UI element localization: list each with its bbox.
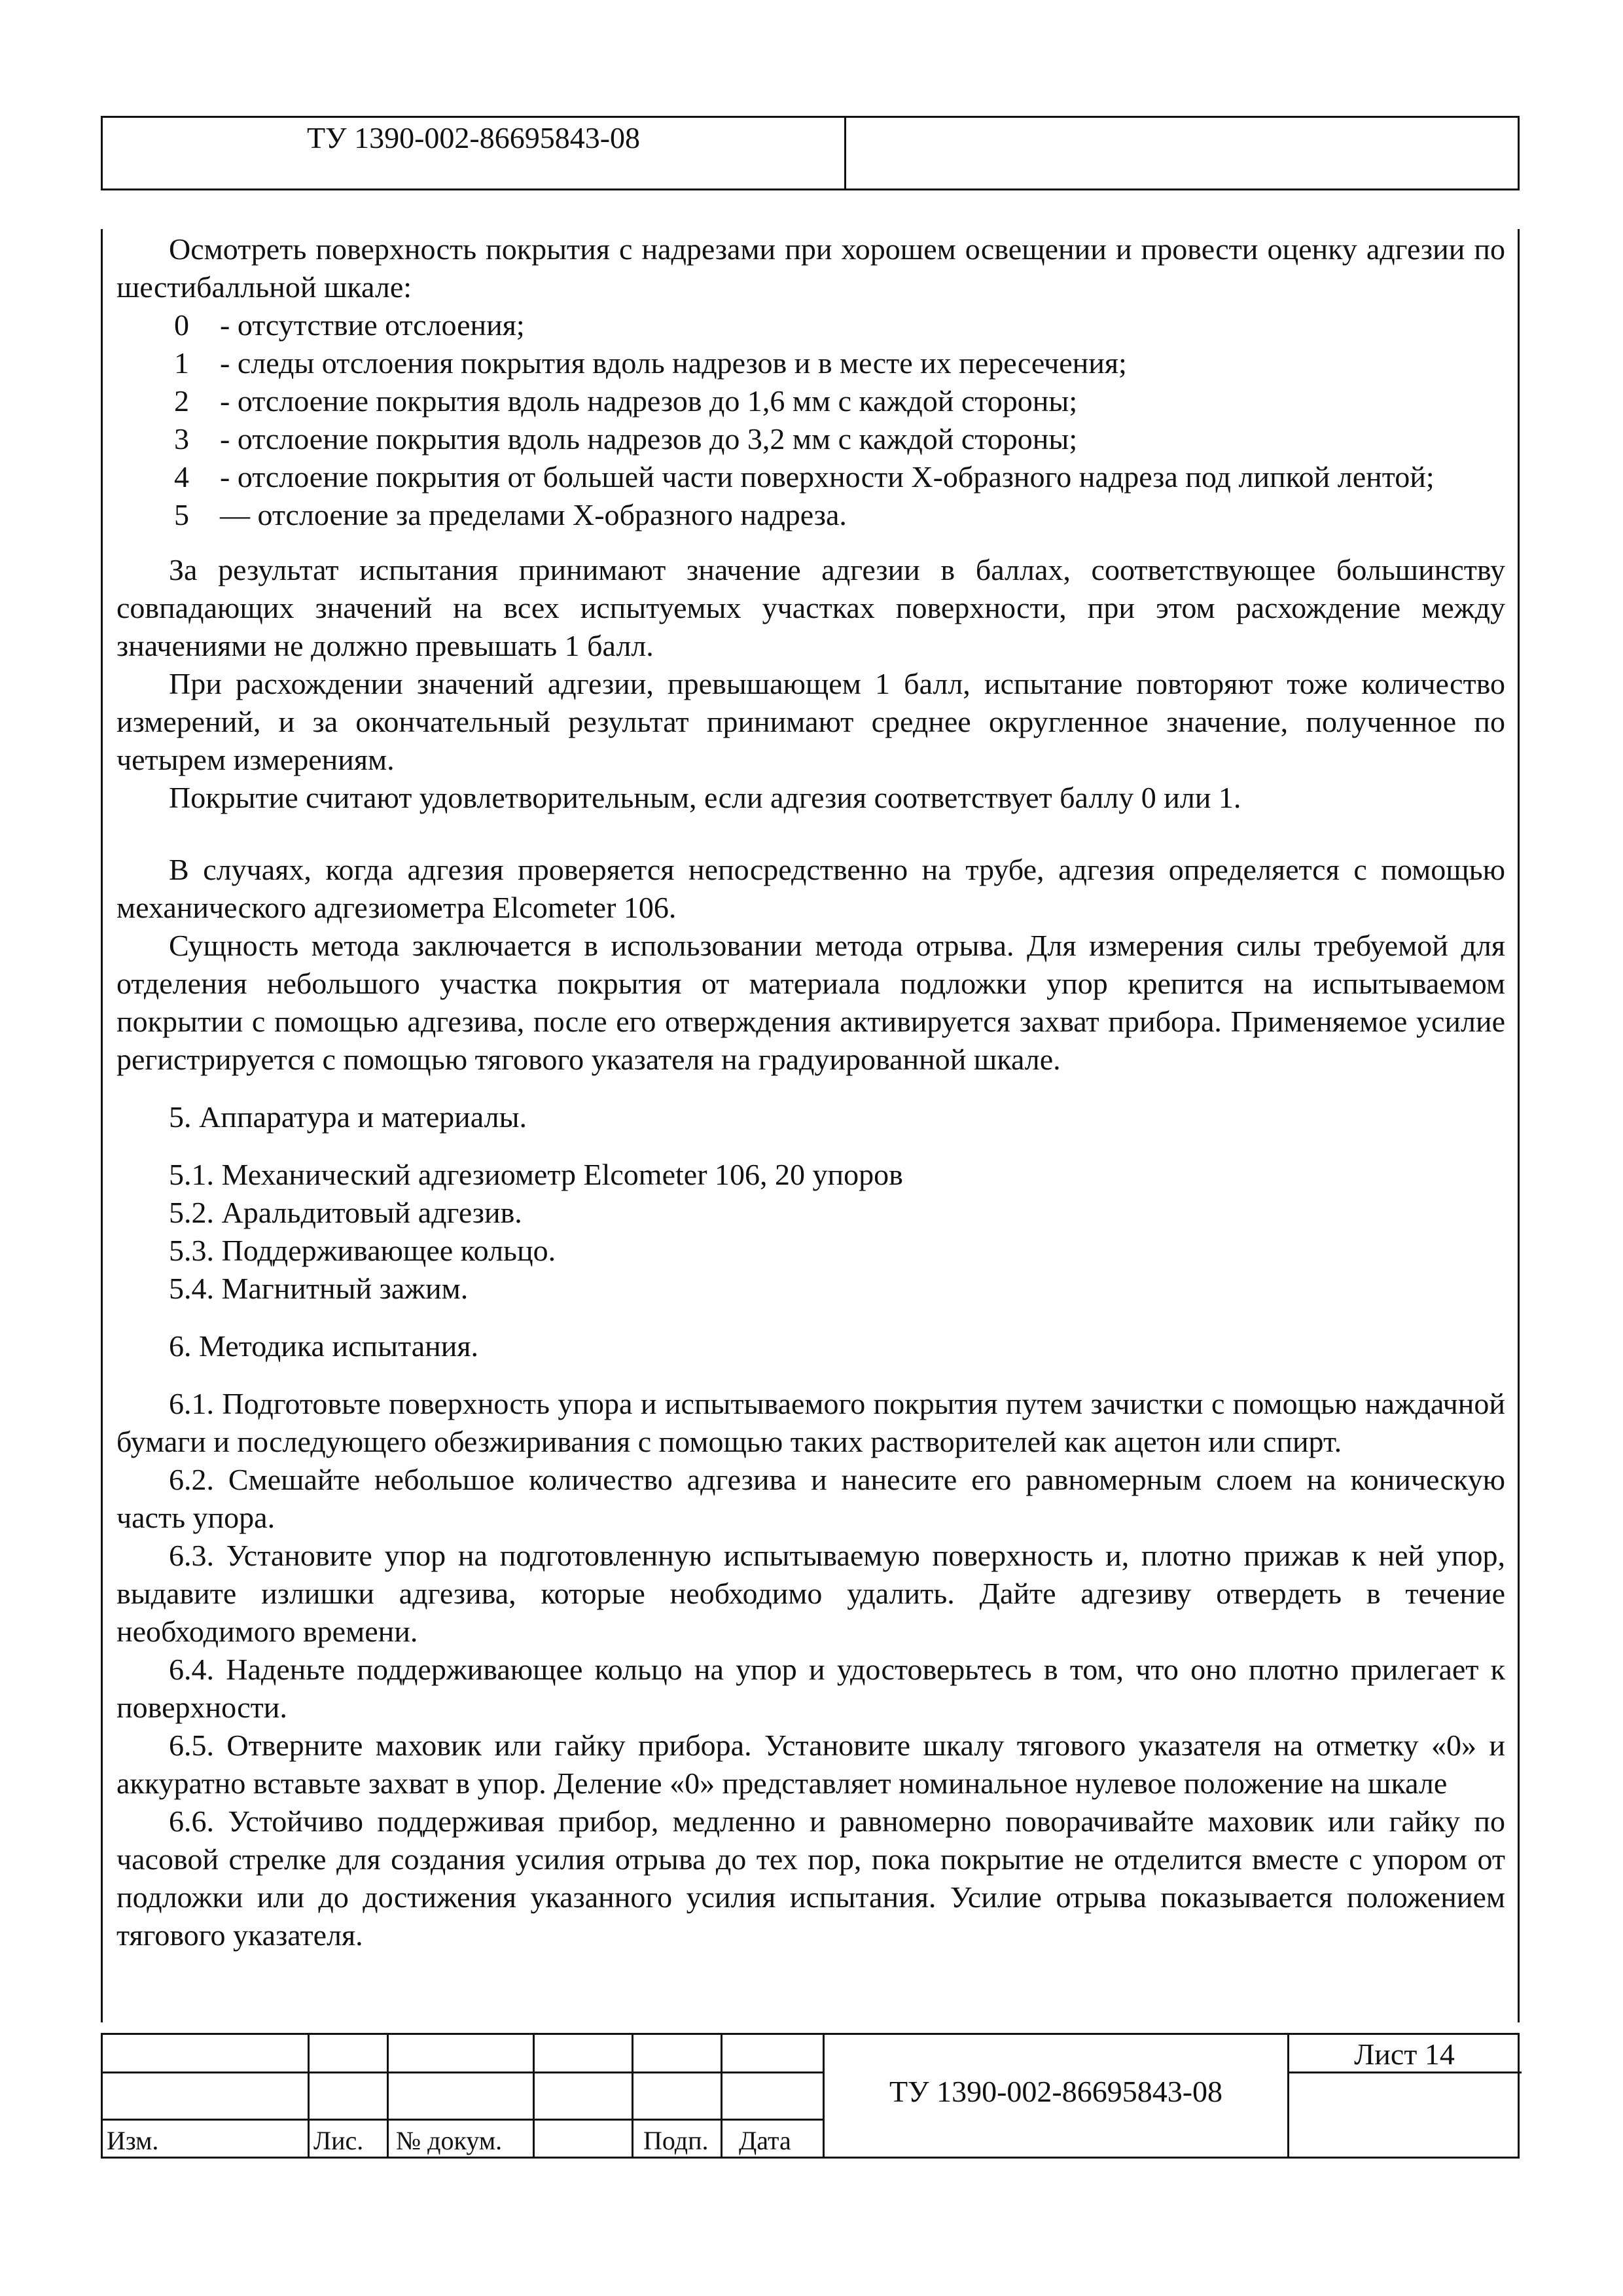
paragraph-satisfactory: Покрытие считают удовлетворительным, если адгезия соответствует баллу 0 или 1.	[169, 781, 1241, 814]
stamp-izm-label: Изм.	[107, 2126, 159, 2155]
paragraph-divergence: При расхождении значений адгезии, превышающем 1 балл, испытание повторяют тоже количество измерений, и за окончательный результат принимают среднее округленное значение, полученное по четырем измерениям.	[116, 667, 1505, 776]
header-empty-cell	[846, 118, 1518, 188]
section-6-item: 6.1. Подготовьте поверхность упора и испытываемого покрытия путем зачистки с помощью наждачной бумаги и последующего обезжиривания с помощью таких растворителей как ацетон или спирт.	[116, 1387, 1505, 1458]
stamp-podp-label: Подп.	[643, 2126, 709, 2155]
stamp-sheet-number: Лист 14	[1354, 2037, 1455, 2071]
section-5-item: 5.1. Механический адгезиометр Elcometer 106, 20 упоров	[169, 1158, 903, 1191]
frame-right-border	[1518, 229, 1520, 2022]
section-5-heading: 5. Аппаратура и материалы.	[169, 1100, 527, 1134]
scale-item-4: 4 - отслоение покрытия от большей части поверхности Х-образного надреза под липкой лентой;	[174, 460, 1435, 493]
section-6-item: 6.2. Смешайте небольшое количество адгезива и нанесите его равномерным слоем на коническую часть упора.	[116, 1463, 1505, 1534]
header-code: ТУ 1390-002-86695843-08	[103, 118, 846, 188]
section-6-item: 6.3. Установите упор на подготовленную испытываемую поверхность и, плотно прижав к ней упор, выдавите излишки адгезива, которые необходимо удалить. Дайте адгезиву отвердеть в течение необходимого времени.	[116, 1539, 1505, 1648]
document-body	[116, 230, 1505, 1954]
section-6-heading: 6. Методика испытания.	[169, 1329, 479, 1363]
scale-item-1: 1 - следы отслоения покрытия вдоль надрезов и в месте их пересечения;	[174, 346, 1127, 380]
scale-item-3: 3 - отслоение покрытия вдоль надрезов до 3,2 мм с каждой стороны;	[174, 422, 1078, 456]
stamp-data-label: Дата	[739, 2126, 791, 2155]
paragraph-method: Сущность метода заключается в использовании метода отрыва. Для измерения силы требуемой для отделения небольшого участка покрытия от материала подложки упор крепится на испытываемом покрытии с помощью адгезива, после его отверждения активируется захват прибора. Применяемое усилие регистрируется с помощью тягового указателя на градуированной шкале.	[116, 929, 1505, 1076]
scale-item-5: 5 — отслоение за пределами Х-образного надреза.	[174, 498, 847, 531]
section-6-item: 6.4. Наденьте поддерживающее кольцо на упор и удостоверьтесь в том, что оно плотно прилегает к поверхности.	[116, 1653, 1505, 1724]
paragraph-result: За результат испытания принимают значение адгезии в баллах, соответствующее большинству совпадающих значений на всех испытуемых участках поверхности, при этом расхождение между значениями не должно превышать 1 балл.	[116, 553, 1505, 662]
section-6-item: 6.6. Устойчиво поддерживая прибор, медленно и равномерно поворачивайте маховик или гайку по часовой стрелке для создания усилия отрыва до тех пор, пока покрытие не отделится вместе с упором от подложки или до достижения указанного усилия испытания. Усилие отрыва показывается положением тягового указателя.	[116, 1804, 1505, 1952]
frame-left-border	[101, 229, 103, 2022]
section-5-item: 5.2. Аральдитовый адгезив.	[169, 1196, 522, 1229]
stamp-document-code: ТУ 1390-002-86695843-08	[889, 2075, 1223, 2108]
stamp-lis-label: Лис.	[313, 2126, 364, 2155]
intro-paragraph: Осмотреть поверхность покрытия с надрезами при хорошем освещении и провести оценку адгезии по шестибалльной шкале:	[116, 232, 1505, 304]
scale-item-0: 0 - отсутствие отслоения;	[174, 308, 525, 342]
stamp-dokum-label: № докум.	[396, 2126, 503, 2155]
section-5-item: 5.3. Поддерживающее кольцо.	[169, 1234, 556, 1267]
title-block	[101, 2033, 1520, 2159]
paragraph-pipe: В случаях, когда адгезия проверяется непосредственно на трубе, адгезия определяется с помощью механического адгезиометра Elcometer 106.	[116, 853, 1505, 924]
section-6-item: 6.5. Отверните маховик или гайку прибора. Установите шкалу тягового указателя на отметку «0» и аккуратно вставьте захват в упор. Деление «0» представляет номинальное нулевое положение на шкале	[116, 1729, 1505, 1800]
section-5-item: 5.4. Магнитный зажим.	[169, 1272, 469, 1305]
scale-item-2: 2 - отслоение покрытия вдоль надрезов до 1,6 мм с каждой стороны;	[174, 384, 1078, 418]
header-box	[101, 116, 1520, 190]
